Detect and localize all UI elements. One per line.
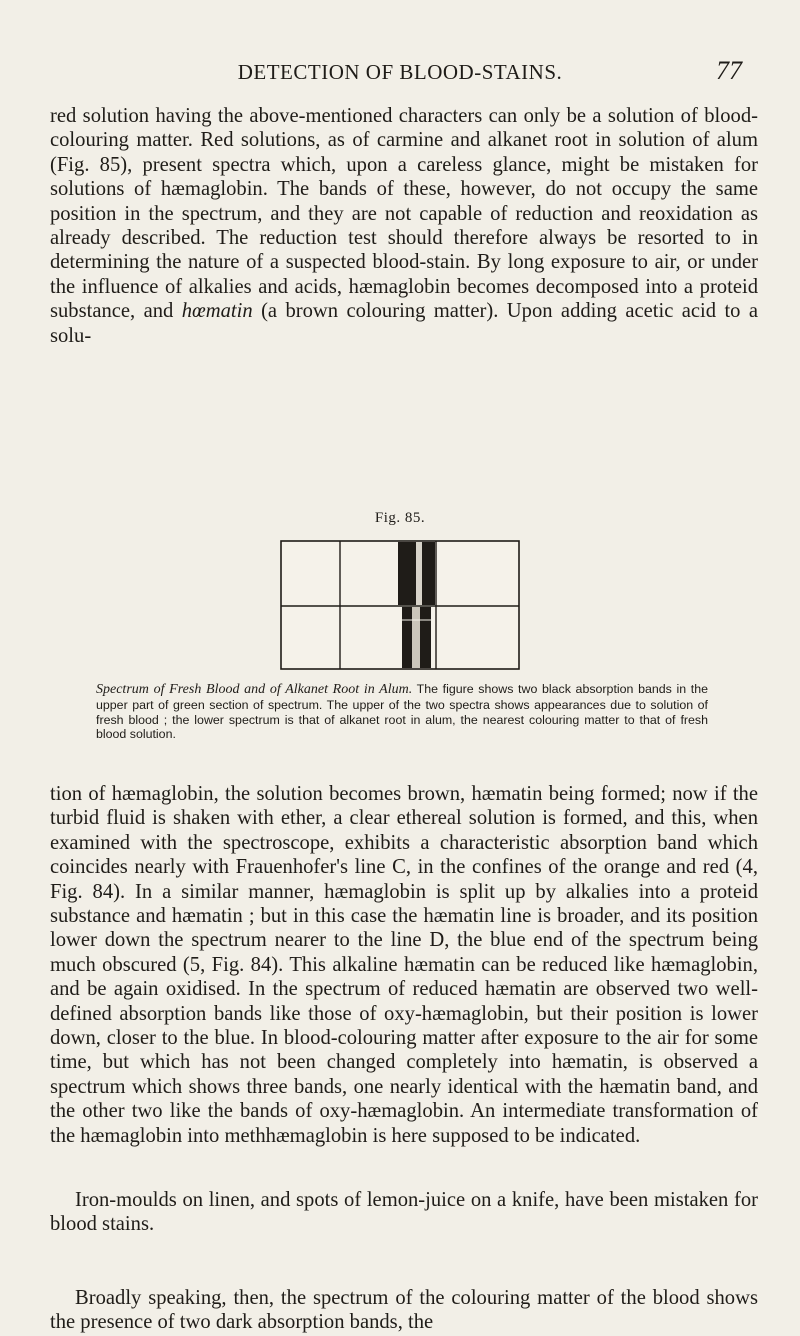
figure-label: Fig. 85. — [374, 510, 426, 526]
page-number: 77 — [716, 56, 742, 85]
paragraph-1 — [50, 104, 758, 348]
upper-absorption-band-1 — [398, 542, 416, 605]
paragraph-4: Broadly speaking, then, the spectrum of the colouring matter of the blood shows the presence of two dark absorption bands, the — [50, 1287, 758, 1334]
figure-caption-text: The figure shows two black absorption bands in the upper part of green section of spectrum. The upper of the two spectra shows appearances due to solution of fresh blood ; the lower spectrum is that of alkanet root in alum, the nearest colouring matter to that of fresh blood solution. — [96, 682, 708, 742]
hoematin-term: hœmatin — [181, 300, 253, 323]
page-header — [0, 56, 800, 90]
lower-absorption-band-1 — [402, 607, 412, 668]
paragraph-1-text-b: (a brown colouring matter). Upon adding acetic acid to a solu- — [50, 300, 758, 347]
paragraph-2: tion of hæmaglobin, the solution becomes brown, hæmatin being formed; now if the turbid fluid is shaken with ether, a clear ethereal solution is formed, and this, when examined with the spectroscope, exhibits a characteristic absorption band which coincides nearly with Frauenhofer's line C, in the confines of the orange and red (4, Fig. 84). In a similar manner, hæmaglobin is split up by alkalies into a proteid substance and hæmatin ; but in this case the hæmatin line is broader, and its position lower down the spectrum nearer to the line D, the blue end of the spectrum being much obscured (5, Fig. 84). This alkaline hæmatin can be reduced like hæmaglobin, and be again oxidised. In the spectrum of reduced hæmatin are observed two well-defined absorption bands like those of oxy-hæmaglobin, but their position is lower down, closer to the blue. In blood-colouring matter after exposure to the air for some time, but which has not been changed completely into hæmatin, is observed a spectrum which shows three bands, one nearly identical with the hæmatin band, and the other two like the bands of oxy-hæmaglobin. An intermediate transformation of the hæmaglobin into methhæmaglobin is here supposed to be indicated. — [50, 783, 758, 1147]
upper-absorption-band-2 — [422, 542, 435, 605]
spectrum-figure — [280, 540, 520, 670]
paragraph-3: Iron-moulds on linen, and spots of lemon-juice on a knife, have been mistaken for blood stains. — [50, 1189, 758, 1236]
figure-caption-title: Spectrum of Fresh Blood and of Alkanet Root in Alum. — [96, 682, 413, 697]
upper-band-gap — [416, 542, 422, 605]
figure-caption — [96, 682, 708, 742]
lower-band-gap — [412, 607, 420, 668]
lower-absorption-band-2 — [420, 607, 431, 668]
paragraph-1-text-a: red solution having the above-mentioned characters can only be a solution of blood-colouring matter. Red solutions, as of carmine and alkanet root in solution of alum (Fig. 85), present spectra which, upon a careless glance, might be mistaken for solutions of hæmaglobin. The bands of these, however, do not occupy the same position in the spectrum, and they are not capable of reduction and reoxidation as already described. The reduction test should therefore always be resorted to in determining the nature of a suspected blood-stain. By long exposure to air, or under the influence of alkalies and acids, hæmaglobin becomes decomposed into a proteid substance, and — [50, 105, 758, 323]
running-head: DETECTION OF BLOOD-STAINS. — [237, 60, 563, 84]
